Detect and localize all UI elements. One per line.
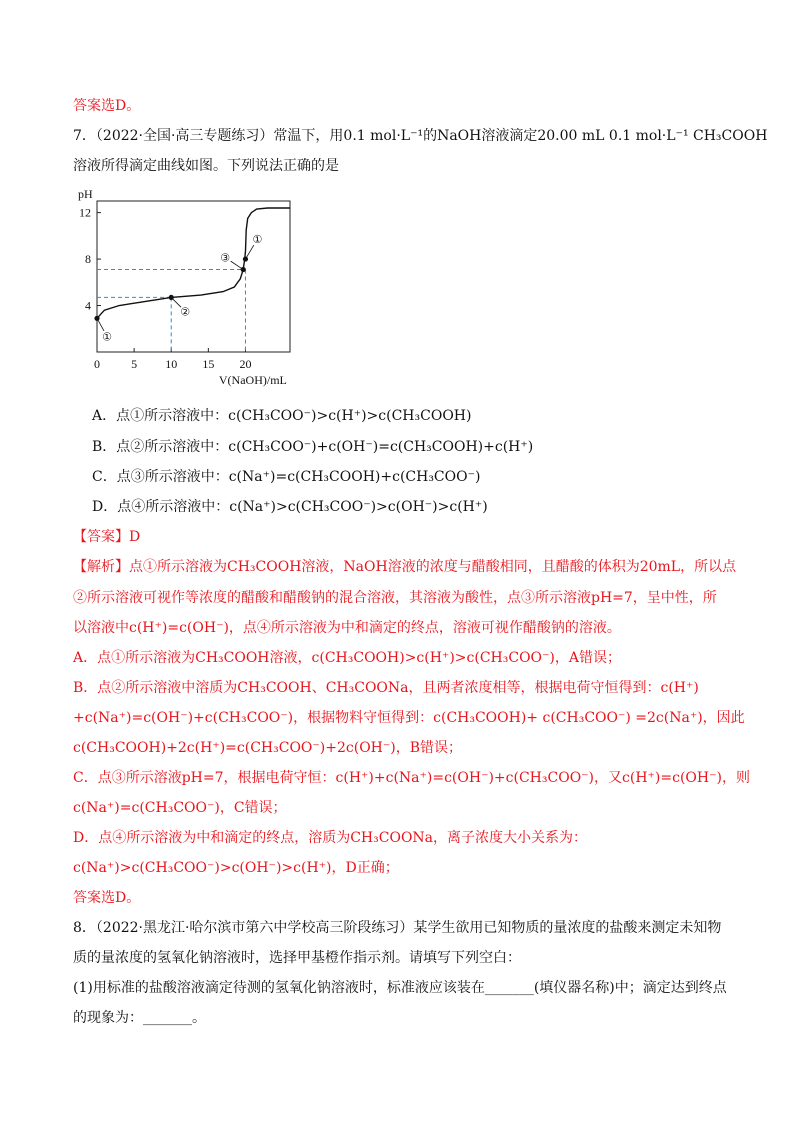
x-tick-label: 15 xyxy=(202,357,215,371)
explanation-line-7: c(CH₃COOH)+2c(H⁺)=c(CH₃COO⁻)+2c(OH⁻)，B错误； xyxy=(73,740,463,756)
answer-line: 【答案】D xyxy=(73,529,141,545)
point-leader xyxy=(97,318,104,331)
explanation-line-8: C．点③所示溶液pH=7，根据电荷守恒：c(H⁺)+c(Na⁺)=c(OH⁻)+c(CH₃COO⁻)，又c(H⁺)=c(OH⁻)，则 xyxy=(73,770,750,786)
point-leader xyxy=(245,245,253,259)
y-axis-label: pH xyxy=(78,190,93,201)
option-d: D．点④所示溶液中：c(Na⁺)>c(CH₃COO⁻)>c(OH⁻)>c(H⁺) xyxy=(92,499,488,515)
point-label: ③ xyxy=(220,252,231,265)
chart-guides xyxy=(97,270,245,352)
explanation-line-11: c(Na⁺)>c(CH₃COO⁻)>c(OH⁻)>c(H⁺)，D正确； xyxy=(73,860,399,876)
question-8-stem: 8．（2022·黑龙江·哈尔滨市第六中学校高三阶段练习）某学生欲用已知物质的量浓度的盐酸来测定未知物 xyxy=(73,920,722,936)
y-tick-label: 8 xyxy=(85,252,91,267)
explanation-line-2: ②所示溶液可视作等浓度的醋酸和醋酸钠的混合溶液，其溶液为酸性，点③所示溶液pH=7，呈中性，所 xyxy=(73,590,717,606)
question-8-part-1-cont: 的现象为：_______。 xyxy=(73,1010,206,1026)
point-label: ① xyxy=(252,234,263,247)
question-7-stem-cont: 溶液所得滴定曲线如图。下列说法正确的是 xyxy=(73,158,339,174)
question-8-part-1: (1)用标准的盐酸溶液滴定待测的氢氧化钠溶液时，标准液应该装在_______(填仪器名称)中；滴定达到终点 xyxy=(73,980,727,996)
explanation-line-3: 以溶液中c(H⁺)=c(OH⁻)，点④所示溶液为中和滴定的终点，溶液可视作醋酸钠的溶液。 xyxy=(73,620,621,636)
x-tick-label: 5 xyxy=(131,357,138,371)
explanation-line-10: D．点④所示溶液为中和滴定的终点，溶质为CH₃COONa，离子浓度大小关系为： xyxy=(73,830,588,846)
x-tick-label: 0 xyxy=(94,357,100,371)
explanation-line-9: c(Na⁺)=c(CH₃COO⁻)，C错误； xyxy=(73,800,287,816)
y-tick-label: 12 xyxy=(79,205,91,220)
chart-curve xyxy=(97,208,290,318)
option-b: B．点②所示溶液中：c(CH₃COO⁻)+c(OH⁻)=c(CH₃COOH)+c(H⁺) xyxy=(92,439,534,455)
explanation-line-6: +c(Na⁺)=c(OH⁻)+c(CH₃COO⁻)，根据物料守恒得到：c(CH₃COOH)+ c(CH₃COO⁻) =2c(Na⁺)，因此 xyxy=(73,710,745,726)
explanation-line-4: A．点①所示溶液为CH₃COOH溶液，c(CH₃COOH)>c(H⁺)>c(CH₃COO⁻)，A错误； xyxy=(73,650,621,666)
x-axis-label: V(NaOH)/mL xyxy=(218,373,287,387)
explanation-line-1: 【解析】点①所示溶液为CH₃COOH溶液，NaOH溶液的浓度与醋酸相同，且醋酸的体积为20mL，所以点 xyxy=(73,559,737,575)
titration-curve-line xyxy=(97,208,290,318)
x-tick-label: 10 xyxy=(165,357,178,371)
option-a: A．点①所示溶液中：c(CH₃COO⁻)>c(H⁺)>c(CH₃COOH) xyxy=(92,408,472,424)
chart-labels xyxy=(78,190,287,387)
point-leader xyxy=(231,261,244,269)
plot-frame xyxy=(97,201,290,352)
y-tick-label: 4 xyxy=(85,298,91,313)
explanation-conclusion: 答案选D。 xyxy=(73,890,141,906)
chart-axes xyxy=(97,201,290,352)
option-c: C．点③所示溶液中：c(Na⁺)=c(CH₃COOH)+c(CH₃COO⁻) xyxy=(92,469,481,485)
previous-answer-line: 答案选D。 xyxy=(73,98,141,114)
point-label: ① xyxy=(102,331,112,344)
point-label: ② xyxy=(180,306,191,319)
titration-chart xyxy=(70,190,310,390)
x-tick-label: 20 xyxy=(239,357,252,371)
explanation-line-5: B．点②所示溶液中溶质为CH₃COOH、CH₃COONa，且两者浓度相等，根据电荷守恒得到：c(H⁺) xyxy=(73,680,699,696)
question-7-stem: 7．（2022·全国·高三专题练习）常温下，用0.1 mol·L⁻¹的NaOH溶液滴定20.00 mL 0.1 mol·L⁻¹ CH₃COOH xyxy=(73,128,768,144)
question-8-stem-cont: 质的量浓度的氢氧化钠溶液时，选择甲基橙作指示剂。请填写下列空白： xyxy=(73,950,521,966)
